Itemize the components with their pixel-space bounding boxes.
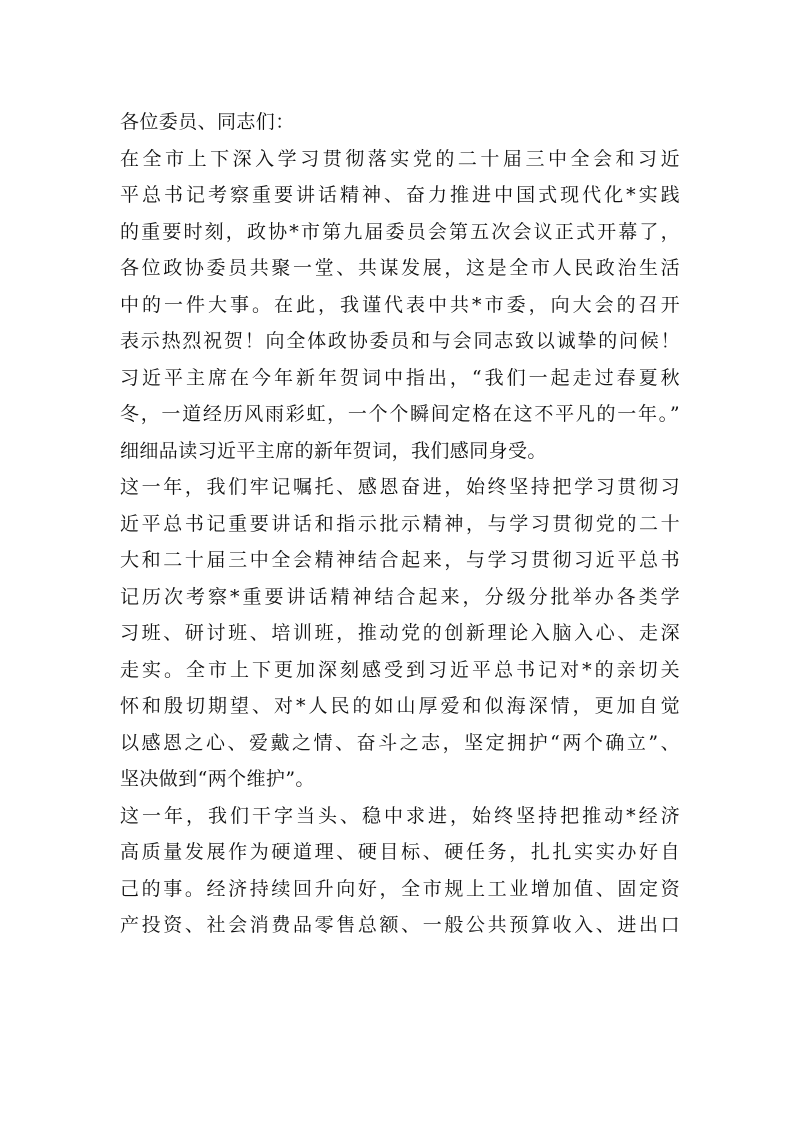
text-line: 坚决做到“两个维护”。 xyxy=(120,768,315,790)
document-body xyxy=(120,104,680,944)
text-line: 产投资、社会消费品零售总额、一般公共预算收入、进出口 xyxy=(120,914,680,936)
text-line: 这一年，我们干字当头、稳中求进，始终坚持把推动*经济 xyxy=(120,804,680,827)
text-line: 大和二十届三中全会精神结合起来，与学习贯彻习近平总书 xyxy=(120,549,680,571)
text-line: 高质量发展作为硬道理、硬目标、硬任务，扎扎实实办好自 xyxy=(120,841,680,863)
text-line: 的重要时刻，政协*市第九届委员会第五次会议正式开幕了， xyxy=(120,220,680,243)
text-line: 走实。全市上下更加深刻感受到习近平总书记对*的亲切关 xyxy=(120,658,680,681)
text-line: 表示热烈祝贺！向全体政协委员和与会同志致以诚挚的问候！ xyxy=(120,330,680,352)
text-line: 各位政协委员共聚一堂、共谋发展，这是全市人民政治生活 xyxy=(120,257,680,279)
text-line: 细细品读习近平主席的新年贺词，我们感同身受。 xyxy=(120,439,547,462)
text-line: 平总书记考察重要讲话精神、奋力推进中国式现代化*实践 xyxy=(120,184,680,206)
text-line: 在全市上下深入学习贯彻落实党的二十届三中全会和习近 xyxy=(120,147,680,170)
text-line: 记历次考察*重要讲话精神结合起来，分级分批举办各类学 xyxy=(120,585,680,608)
text-line: 中的一件大事。在此，我谨代表中共*市委，向大会的召开 xyxy=(120,293,680,316)
text-line: 习近平主席在今年新年贺词中指出，“我们一起走过春夏秋 xyxy=(120,366,680,389)
text-line: 怀和殷切期望、对*人民的如山厚爱和似海深情，更加自觉 xyxy=(120,695,680,717)
text-line: 己的事。经济持续回升向好，全市规上工业增加值、固定资 xyxy=(120,877,680,900)
salutation-line: 各位委员、同志们： xyxy=(120,111,295,133)
text-line: 近平总书记重要讲话和指示批示精神，与学习贯彻党的二十 xyxy=(120,512,680,535)
text-line: 习班、研讨班、培训班，推动党的创新理论入脑入心、走深 xyxy=(120,622,680,644)
text-line: 这一年，我们牢记嘱托、感恩奋进，始终坚持把学习贯彻习 xyxy=(120,476,680,498)
text-line: 以感恩之心、爱戴之情、奋斗之志，坚定拥护“两个确立”、 xyxy=(120,731,680,754)
text-line: 冬，一道经历风雨彩虹，一个个瞬间定格在这不平凡的一年。” xyxy=(120,403,680,425)
